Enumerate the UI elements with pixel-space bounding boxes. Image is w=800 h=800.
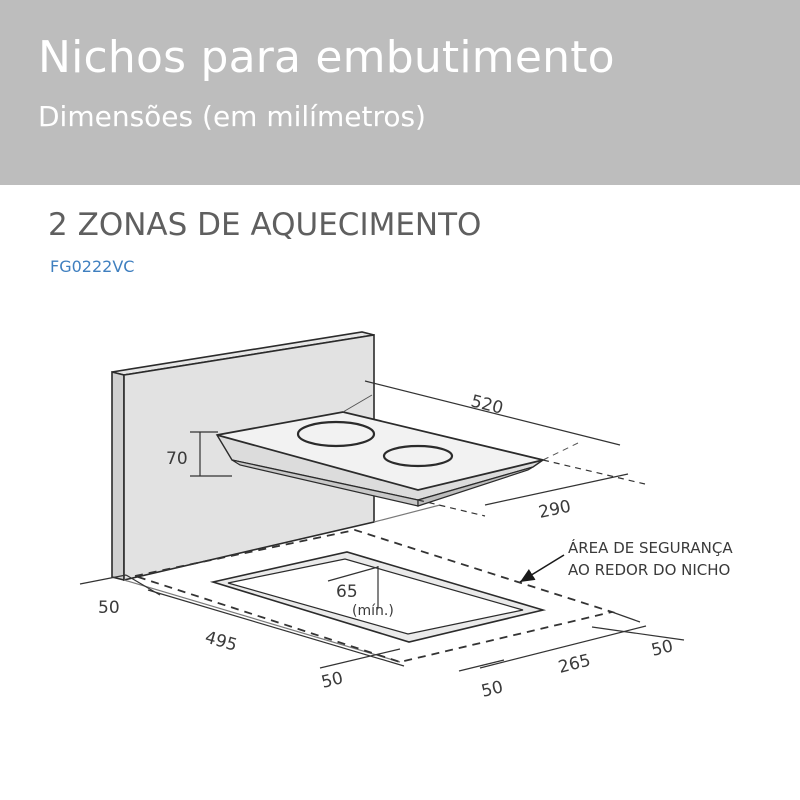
safety-area-line2: AO REDOR DO NICHO (568, 561, 731, 579)
dimension-left-50-label: 50 (98, 598, 120, 618)
dimension-265 (480, 626, 646, 678)
dimension-front-50-label: 50 (319, 668, 346, 693)
section-title: 2 ZONAS DE AQUECIMENTO (48, 207, 482, 243)
dimension-65-label: 65 (336, 582, 358, 602)
dimension-right-50-label: 50 (649, 636, 676, 661)
dimension-65-min-label: (mín.) (352, 603, 394, 619)
dimension-495-label: 495 (202, 627, 240, 656)
dimension-265-label: 265 (556, 650, 593, 678)
dimension-290-label: 290 (536, 496, 573, 523)
dimension-70-label: 70 (166, 449, 188, 469)
dimension-side-50-label: 50 (479, 677, 506, 702)
dimension-front-50 (319, 649, 400, 693)
page-subtitle: Dimensões (em milímetros) (38, 100, 426, 133)
dimension-left-50 (80, 575, 160, 618)
safety-area-line1: ÁREA DE SEGURANÇA (568, 539, 733, 557)
safety-area-annotation (520, 538, 733, 582)
dimension-side-50 (459, 660, 505, 702)
page-title: Nichos para embutimento (38, 32, 615, 83)
dimension-520-label: 520 (468, 391, 506, 419)
model-code: FG0222VC (50, 257, 135, 276)
